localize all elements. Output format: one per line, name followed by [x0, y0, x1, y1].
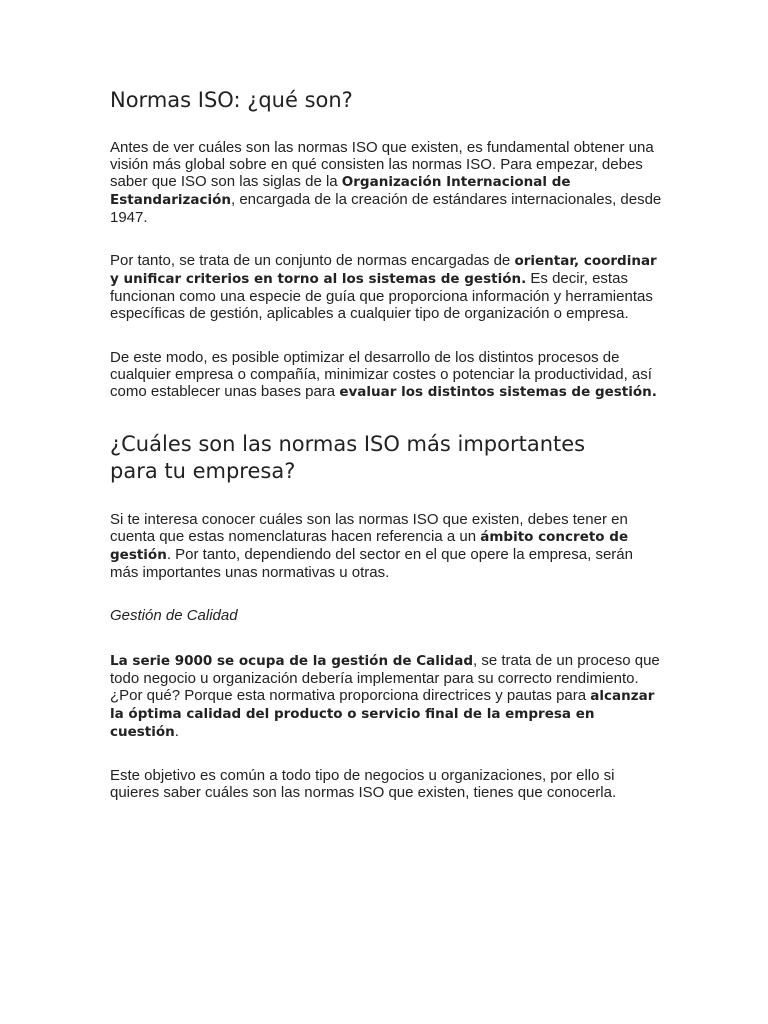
paragraph-ambito-text-a: Si te interesa conocer cuáles son las normas ISO que existen, debes tener en cuenta que estas nomenclaturas hacen referencia a un	[110, 511, 628, 545]
article-body	[110, 86, 662, 827]
paragraph-conjunto-text-c: Es decir, estas funcionan como una especie de guía que proporciona información y herramientas específicas de gestión, aplicables a cualquier tipo de organización o empresa.	[110, 270, 653, 322]
paragraph-intro-text-a: Antes de ver cuáles son las normas ISO que existen, es fundamental obtener una visión más global sobre en qué consisten las normas ISO. Para empezar, debes saber que ISO son las siglas de la	[110, 139, 654, 190]
paragraph-optimizar	[110, 349, 662, 401]
paragraph-serie-bold-a: La serie 9000 se ocupa de la gestión de Calidad	[110, 653, 473, 669]
paragraph-conjunto-text-a: Por tanto, se trata de un conjunto de normas encargadas de	[110, 252, 515, 269]
heading-normas-importantes: ¿Cuáles son las normas ISO más importantes para tu empresa?	[110, 432, 586, 483]
paragraph-intro	[110, 139, 662, 226]
paragraph-serie-text-d: .	[174, 723, 179, 740]
paragraph-intro-bold: Organización Internacional de Estandarización	[110, 174, 571, 208]
paragraph-objetivo: Este objetivo es común a todo tipo de negocios u organizaciones, por ello si quieres saber cuáles son las normas ISO que existen, tienes que conocerla.	[110, 767, 617, 801]
paragraph-conjunto-normas	[110, 252, 662, 322]
paragraph-intro-text-c: , encargada de la creación de estándares internacionales, desde 1947.	[110, 191, 662, 226]
paragraph-serie-9000	[110, 652, 662, 741]
subheading-gestion-calidad: Gestión de Calidad	[110, 607, 238, 624]
paragraph-ambito	[110, 511, 662, 581]
paragraph-serie-bold-c: alcanzar la óptima calidad del producto o servicio final de la empresa en cuestión	[110, 688, 655, 740]
paragraph-conjunto-bold: orientar, coordinar y unificar criterios en torno al los sistemas de gestión.	[110, 253, 657, 287]
paragraph-optimizar-bold: evaluar los distintos sistemas de gestión.	[339, 384, 657, 400]
heading-normas-iso: Normas ISO: ¿qué son?	[110, 88, 353, 112]
paragraph-optimizar-text-a: De este modo, es posible optimizar el desarrollo de los distintos procesos de cualquier empresa o compañía, minimizar costes o potenciar la productividad, así como establecer unas bases para	[110, 349, 652, 400]
paragraph-serie-text-b: , se trata de un proceso que todo negocio u organización debería implementar para su correcto rendimiento. ¿Por qué? Porque esta normativa proporciona directrices y pautas para	[110, 652, 660, 704]
paragraph-ambito-text-c: . Por tanto, dependiendo del sector en el que opere la empresa, serán más importantes unas normativas u otras.	[110, 546, 633, 581]
paragraph-ambito-bold: ámbito concreto de gestión	[110, 529, 629, 563]
